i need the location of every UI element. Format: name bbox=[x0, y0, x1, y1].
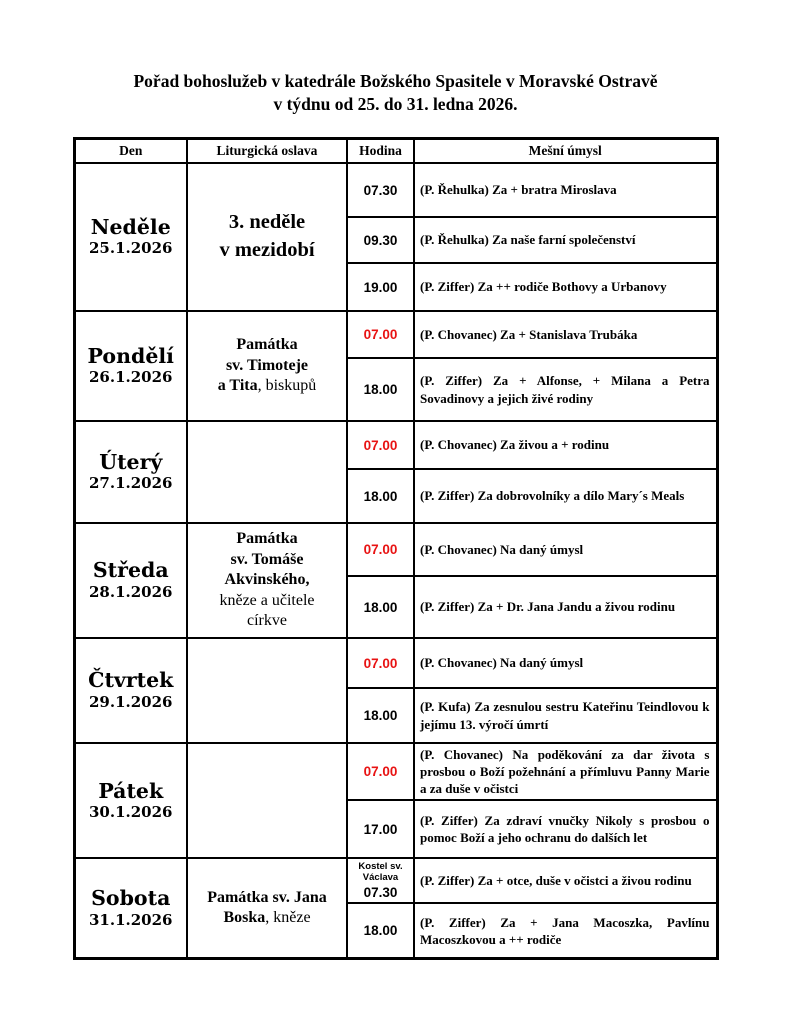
celebration-text: kněze a učitele bbox=[219, 591, 315, 609]
time-cell bbox=[347, 263, 414, 311]
time-value: 18.00 bbox=[363, 708, 398, 723]
time-value: 18.00 bbox=[363, 382, 398, 397]
day-date: 25.1.2026 bbox=[88, 239, 173, 258]
title-line-2: v týdnu od 25. do 31. ledna 2026. bbox=[273, 94, 518, 114]
celebration-line bbox=[190, 908, 344, 928]
church-note: Kostel sv. Václava bbox=[358, 861, 403, 883]
celebration-line bbox=[190, 335, 344, 355]
celebration-line bbox=[190, 591, 344, 611]
time-cell bbox=[347, 469, 414, 523]
time-value: 07.00 bbox=[363, 764, 398, 780]
intention-cell: (P. Chovanec) Na daný úmysl bbox=[414, 638, 717, 688]
time-value: 07.30 bbox=[363, 182, 398, 198]
day-name: Čtvrtek bbox=[88, 668, 174, 693]
intention-cell: (P. Ziffer) Za + otce, duše v očistci a živou rodinu bbox=[414, 858, 717, 903]
time-cell bbox=[347, 638, 414, 688]
celebration-text: v mezidobí bbox=[219, 239, 315, 261]
time-value: 07.30 bbox=[363, 884, 398, 900]
column-header: Mešní úmysl bbox=[414, 139, 717, 164]
celebration-line bbox=[190, 529, 344, 549]
table-body bbox=[74, 163, 717, 958]
celebration-text: , kněze bbox=[265, 909, 311, 927]
time-cell bbox=[347, 858, 414, 903]
time-value: 07.00 bbox=[363, 542, 398, 557]
intention-cell: (P. Kufa) Za zesnulou sestru Kateřinu Teindlovou k jejímu 13. výročí úmrtí bbox=[414, 688, 717, 743]
celebration-text: Památka bbox=[236, 530, 298, 548]
day-name: Pátek bbox=[98, 778, 164, 803]
celebration-line bbox=[190, 611, 344, 631]
celebration-cell bbox=[187, 858, 347, 958]
intention-cell: (P. Chovanec) Za + Stanislava Trubáka bbox=[414, 311, 717, 358]
time-value: 18.00 bbox=[363, 923, 398, 939]
day-date: 27.1.2026 bbox=[88, 474, 173, 493]
column-header: Hodina bbox=[347, 139, 414, 164]
time-value: 09.30 bbox=[363, 232, 398, 248]
intention-cell: (P. Ziffer) Za + Dr. Jana Jandu a živou rodinu bbox=[414, 576, 717, 638]
day-cell bbox=[74, 638, 187, 743]
time-value: 18.00 bbox=[363, 599, 398, 615]
celebration-line bbox=[190, 550, 344, 570]
day-cell bbox=[74, 311, 187, 421]
day-date: 29.1.2026 bbox=[88, 692, 173, 711]
intention-cell: (P. Chovanec) Na poděkování za dar života s prosbou o Boží požehnání a přímluvu Panny Marie a za duše v očistci bbox=[414, 743, 717, 800]
service-row bbox=[74, 858, 717, 903]
intention-cell: (P. Ziffer) Za + Jana Macoszka, Pavlínu Macoszkovou a ++ rodiče bbox=[414, 903, 717, 958]
celebration-line bbox=[190, 570, 344, 590]
intention-cell: (P. Ziffer) Za dobrovolníky a dílo Mary´s Meals bbox=[414, 469, 717, 523]
celebration-cell bbox=[187, 311, 347, 421]
celebration-text: sv. Timoteje bbox=[225, 356, 309, 374]
service-row bbox=[74, 311, 717, 358]
title-line-1: Pořad bohoslužeb v katedrále Božského Spasitele v Moravské Ostravě bbox=[133, 71, 658, 91]
day-date: 31.1.2026 bbox=[88, 910, 173, 929]
time-cell bbox=[347, 688, 414, 743]
intention-cell: (P. Ziffer) Za + Alfonse, + Milana a Petra Sovadinovy a jejich živé rodiny bbox=[414, 358, 717, 421]
table-header bbox=[74, 139, 717, 164]
intention-cell: (P. Řehulka) Za naše farní společenství bbox=[414, 217, 717, 263]
intention-cell: (P. Ziffer) Za zdraví vnučky Nikoly s prosbou o pomoc Boží a jeho ochranu do dalších let bbox=[414, 800, 717, 858]
celebration-line bbox=[190, 356, 344, 376]
time-cell bbox=[347, 217, 414, 263]
document-title bbox=[0, 70, 791, 116]
service-row bbox=[74, 638, 717, 688]
celebration-text: sv. Tomáše bbox=[230, 550, 304, 568]
day-cell bbox=[74, 163, 187, 311]
schedule-table bbox=[73, 137, 719, 960]
celebration-line bbox=[190, 888, 344, 908]
time-cell bbox=[347, 743, 414, 800]
celebration-text: církve bbox=[247, 612, 287, 630]
day-cell bbox=[74, 858, 187, 958]
time-cell bbox=[347, 163, 414, 217]
celebration-cell bbox=[187, 421, 347, 523]
time-cell bbox=[347, 523, 414, 576]
intention-cell: (P. Ziffer) Za ++ rodiče Bothovy a Urbanovy bbox=[414, 263, 717, 311]
day-name: Úterý bbox=[99, 449, 163, 474]
day-cell bbox=[74, 421, 187, 523]
celebration-text: Památka bbox=[236, 336, 298, 354]
time-value: 19.00 bbox=[363, 279, 398, 295]
column-header: Den bbox=[74, 139, 187, 164]
celebration-cell bbox=[187, 523, 347, 638]
time-value: 07.00 bbox=[363, 327, 398, 342]
celebration-text: Památka sv. Jana bbox=[207, 888, 327, 906]
intention-cell: (P. Chovanec) Na daný úmysl bbox=[414, 523, 717, 576]
celebration-text: a Tita bbox=[217, 377, 258, 395]
header-row bbox=[74, 139, 717, 164]
intention-cell: (P. Řehulka) Za + bratra Miroslava bbox=[414, 163, 717, 217]
celebration-line bbox=[190, 237, 344, 265]
day-date: 30.1.2026 bbox=[88, 803, 173, 822]
time-value: 07.00 bbox=[363, 437, 398, 453]
celebration-cell bbox=[187, 743, 347, 858]
time-value: 17.00 bbox=[363, 821, 398, 837]
time-cell bbox=[347, 800, 414, 858]
day-date: 26.1.2026 bbox=[88, 368, 173, 387]
day-name: Neděle bbox=[90, 214, 171, 239]
time-cell bbox=[347, 421, 414, 469]
day-cell bbox=[74, 743, 187, 858]
time-cell bbox=[347, 311, 414, 358]
celebration-cell bbox=[187, 163, 347, 311]
time-cell bbox=[347, 358, 414, 421]
celebration-text: 3. neděle bbox=[228, 211, 306, 234]
day-name: Středa bbox=[92, 558, 169, 583]
intention-cell: (P. Chovanec) Za živou a + rodinu bbox=[414, 421, 717, 469]
celebration-cell bbox=[187, 638, 347, 743]
service-row bbox=[74, 163, 717, 217]
service-row bbox=[74, 421, 717, 469]
celebration-line bbox=[190, 209, 344, 237]
time-value: 07.00 bbox=[363, 655, 398, 671]
service-row bbox=[74, 743, 717, 800]
celebration-line bbox=[190, 376, 344, 396]
day-name: Sobota bbox=[91, 886, 171, 911]
time-value: 18.00 bbox=[363, 488, 398, 504]
time-cell bbox=[347, 903, 414, 958]
celebration-text: Boska bbox=[223, 909, 266, 927]
celebration-text: , biskupů bbox=[257, 377, 317, 395]
day-cell bbox=[74, 523, 187, 638]
day-date: 28.1.2026 bbox=[88, 582, 173, 601]
service-row bbox=[74, 523, 717, 576]
time-cell bbox=[347, 576, 414, 638]
column-header: Liturgická oslava bbox=[187, 139, 347, 164]
day-name: Pondělí bbox=[87, 343, 174, 368]
celebration-text: Akvinského, bbox=[224, 571, 310, 589]
